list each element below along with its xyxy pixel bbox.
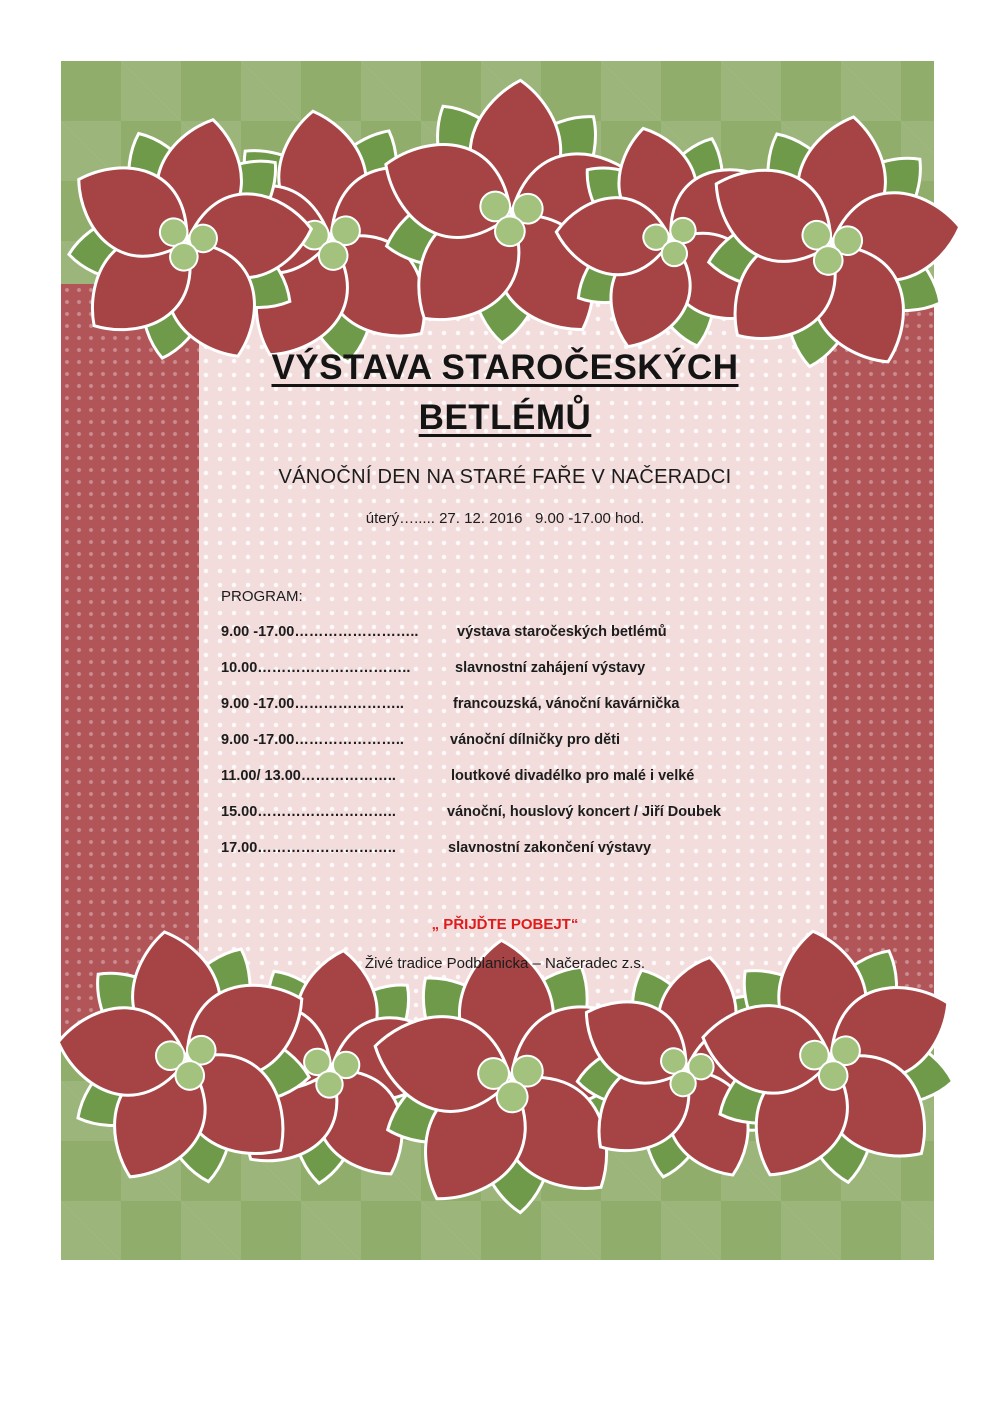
program-event: vánoční dílničky pro děti	[450, 732, 621, 748]
program-row	[221, 732, 621, 754]
program-event: loutkové divadélko pro malé i velké	[451, 768, 695, 784]
date-and-hours: úterý…..... 27. 12. 2016 9.00 -17.00 hod.	[365, 510, 645, 527]
program-row	[221, 624, 667, 646]
program-heading: PROGRAM:	[221, 588, 303, 605]
title-line-1: VÝSTAVA STAROČESKÝCH	[271, 348, 739, 387]
program-event: výstava staročeských betlémů	[457, 624, 667, 640]
program-time: 9.00 -17.00……………………..	[221, 624, 419, 640]
program-row	[221, 696, 680, 718]
program-row	[221, 840, 652, 862]
organizer-line: Živé tradice Podblanicka – Načeradec z.s.	[364, 955, 646, 972]
title-line-2: BETLÉMŮ	[418, 398, 592, 437]
program-time: 9.00 -17.00…………………..	[221, 696, 404, 712]
program-time: 15.00………………………..	[221, 804, 396, 820]
program-event: francouzská, vánoční kavárnička	[453, 696, 680, 712]
program-time: 9.00 -17.00…………………..	[221, 732, 404, 748]
program-event: vánoční, houslový koncert / Jiří Doubek	[447, 804, 721, 820]
program-row	[221, 660, 646, 682]
program-time: 17.00………………………..	[221, 840, 396, 856]
program-row	[221, 804, 721, 826]
program-event: slavnostní zahájení výstavy	[455, 660, 646, 676]
subtitle: VÁNOČNÍ DEN NA STARÉ FAŘE V NAČERADCI	[278, 466, 732, 488]
invitation-line: „ PŘIJĎTE POBEJT“	[431, 916, 579, 933]
program-time: 11.00/ 13.00………………..	[221, 768, 396, 784]
program-event: slavnostní zakončení výstavy	[448, 840, 652, 856]
program-row	[221, 768, 695, 790]
program-time: 10.00…………………………..	[221, 660, 411, 676]
